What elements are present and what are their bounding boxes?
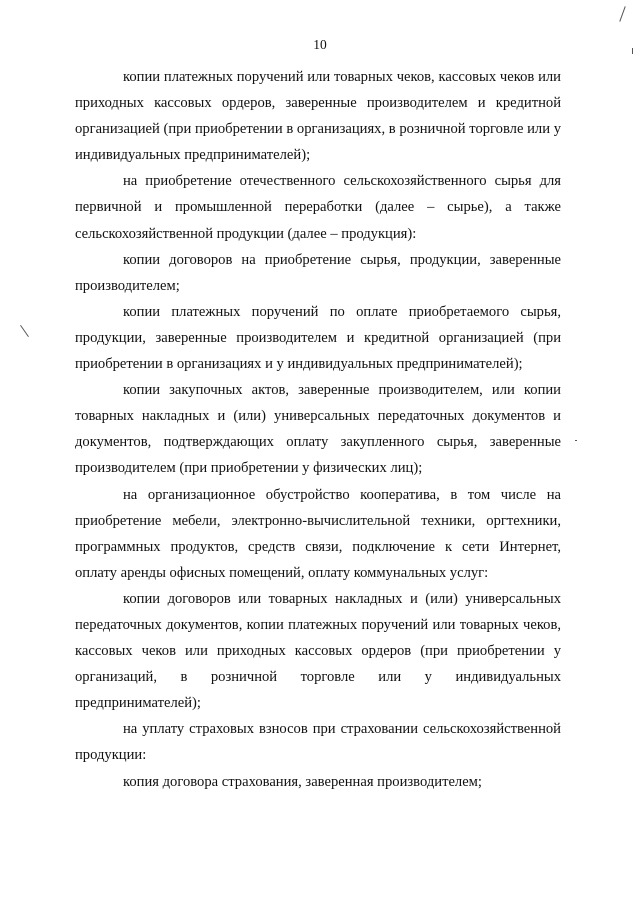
scan-mark-right-dot	[575, 440, 577, 441]
scan-mark-top-right	[619, 6, 625, 21]
paragraph-insurance-premiums: на уплату страховых взносов при страховании сельскохозяйственной продукции:	[75, 721, 561, 764]
paragraph-raw-materials-purchase: на приобретение отечественного сельскохозяйственного сырья для первичной и промышленной переработки (далее – сырье), а также сельскохозяйственной продукции (далее – продукция):	[75, 173, 561, 242]
document-body	[75, 64, 561, 795]
paragraph-contracts-invoices: копии договоров или товарных накладных и (или) универсальных передаточных документов, копии платежных поручений или товарных чеков, кассовых чеков или приходных кассовых ордеров (при приобретении у организаций, в розничной торговле или у индивидуальных предпринимателей);	[75, 590, 561, 712]
page-number: 10	[313, 37, 327, 52]
paragraph-payment-copies: копии платежных поручений или товарных чеков, кассовых чеков или приходных кассовых ордеров, заверенные производителем и кредитной организацией (при приобретении в организациях, в розничной торговле или у индивидуальных предпринимателей);	[75, 69, 561, 164]
paragraph-organizational-setup: на организационное обустройство кооператива, в том числе на приобретение мебели, электронно-вычислительной техники, оргтехники, программных продуктов, средств связи, подключение к сети Интернет, оплату аренды офисных помещений, оплату коммунальных услуг:	[75, 486, 561, 581]
paragraph-payment-orders: копии платежных поручений по оплате приобретаемого сырья, продукции, заверенные производителем и кредитной организацией (при приобретении в организациях и у индивидуальных предпринимателей);	[75, 303, 561, 373]
scan-mark-right-edge	[632, 48, 633, 54]
paragraph-purchase-contracts: копии договоров на приобретение сырья, продукции, заверенные производителем;	[75, 251, 561, 294]
paragraph-purchase-acts: копии закупочных актов, заверенные производителем, или копии товарных накладных и (или) универсальных передаточных документов и документов, подтверждающих оплату закупленного сырья, заверенные производителем (при приобретении у физических лиц);	[75, 382, 561, 477]
paragraph-insurance-contract: копия договора страхования, заверенная производителем;	[123, 773, 482, 790]
scan-mark-left	[20, 325, 29, 337]
